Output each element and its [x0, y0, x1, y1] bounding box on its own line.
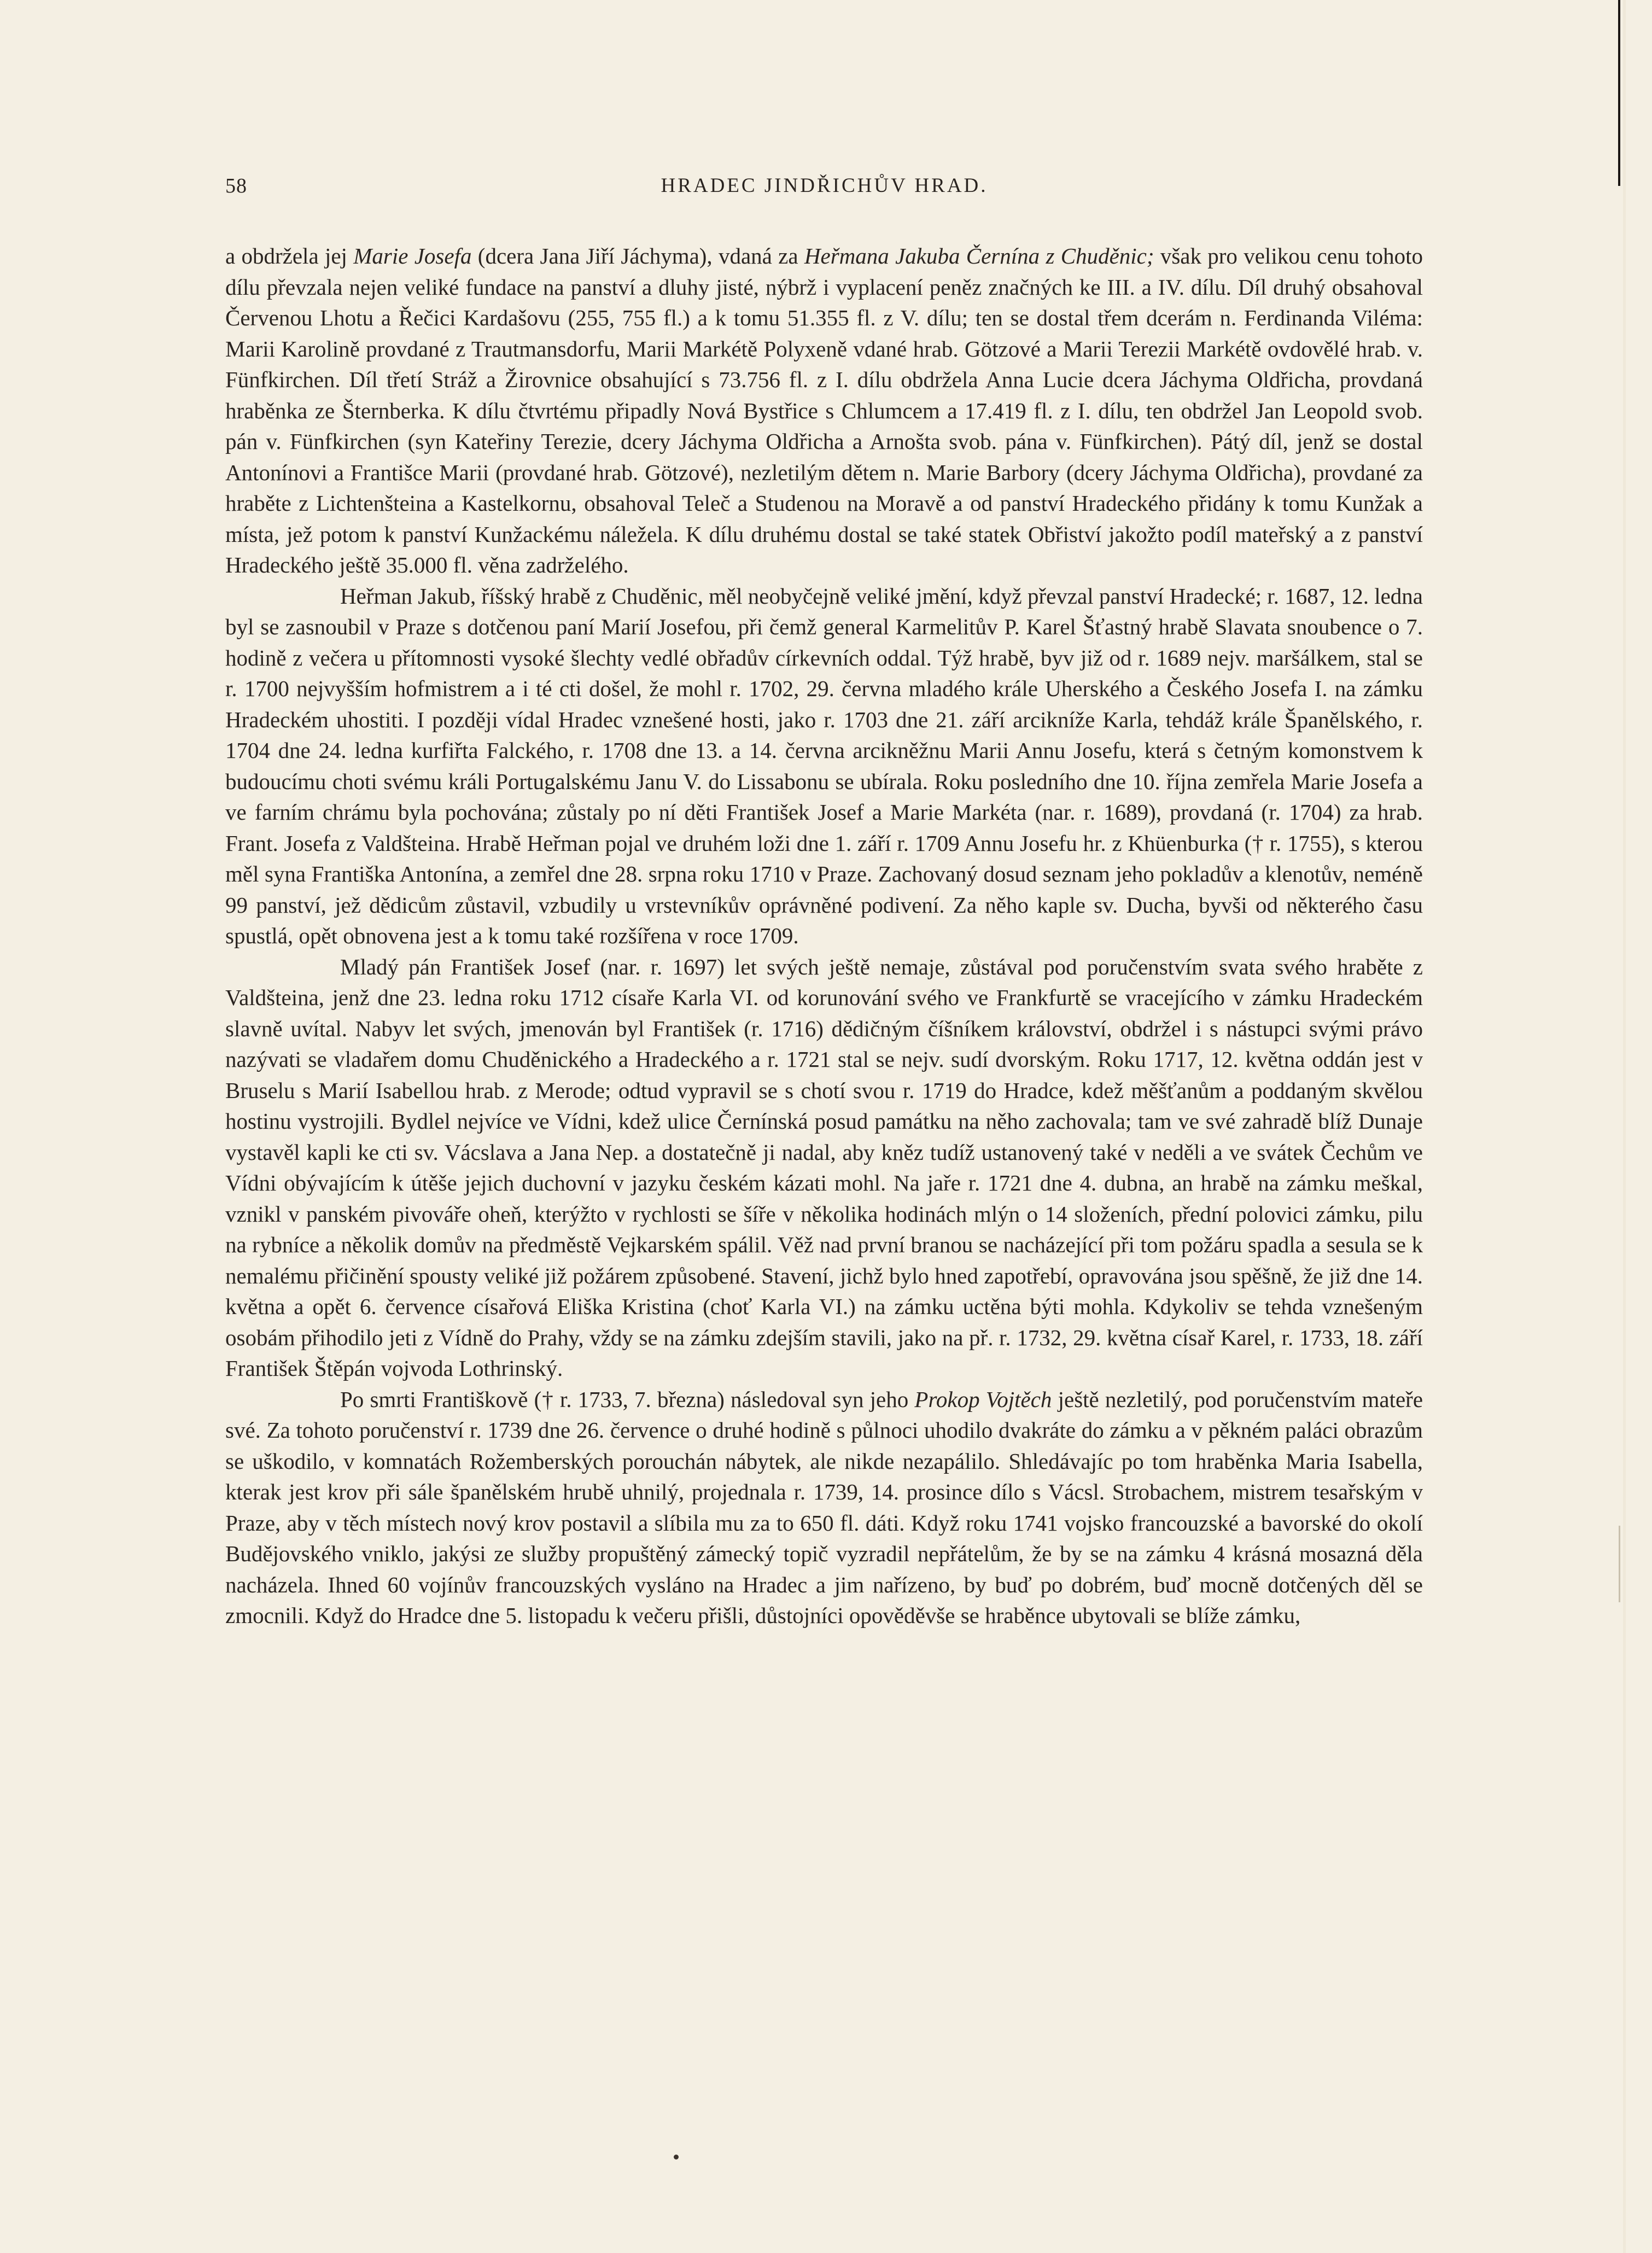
paragraph — [225, 581, 1423, 952]
text-run: Heřman Jakub, říšský hrabě z Chuděnic, měl neobyčejně veliké jmění, když převzal panství Hradecké; r. 1687, 12. ledna byl se zasnoubil v Praze s dotčenou paní Marií Josefou, při čemž general Karmelitův P. Karel Šťastný hrabě Slavata snoubence o 7. hodině z večera u přítomnosti vysoké šlechty vedlé obřadův církevních oddal. Týž hrabě, byv již od r. 1689 nejv. maršálkem, stal se r. 1700 nejvyšším hofmistrem a i té cti došel, že mohl r. 1702, 29. června mladého krále Uherského a Českého Josefa I. na zámku Hradeckém uhostiti. I později vídal Hradec vznešené hosti, jako r. 1703 dne 21. září arcikníže Karla, tehdáž krále Španělského, r. 1704 dne 24. ledna kurfiřta Falckého, r. 1708 dne 13. a 14. června arcikněžnu Marii Annu Josefu, která s četným komonstvem k budoucímu choti svému králi Portugalskému Janu V. do Lissabonu se ubírala. Roku posledního dne 10. října zemřela Marie Josefa a ve farním chrámu byla pochována; zůstaly po ní děti František Josef a Marie Markéta (nar. r. 1689), provdaná (r. 1704) za hrab. Frant. Josefa z Valdšteina. Hrabě Heřman pojal ve druhém loži dne 1. září r. 1709 Annu Josefu hr. z Khüenburka († r. 1755), s kterou měl syna Františka Antonína, a zemřel dne 28. srpna roku 1710 v Praze. Zachovaný dosud seznam jeho pokladův a klenotův, neméně 99 panství, jež dědicům zůstavil, vzbudily u vrstevníkův oprávněné podivení. Za něho kaple sv. Ducha, byvši od některého času spustlá, opět obnovena jest a k tomu také rozšířena v roce 1709. — [225, 583, 1423, 948]
text-run: však pro velikou cenu tohoto dílu převzala nejen veliké fundace na panství a dluhy jisté, nýbrž i vyplacení peněz značných ke III. a IV. dílu. Díl druhý obsahoval Červenou Lhotu a Řečici Kardašovu (255, 755 fl.) a k tomu 51.355 fl. z V. dílu; ten se dostal třem dcerám n. Ferdinanda Viléma: Marii Karolině provdané z Trautmansdorfu, Marii Markétě Polyxeně vdané hrab. Götzové a Marii Terezii Markétě ovdovělé hrab. v. Fünfkirchen. Díl třetí Stráž a Žirovnice obsahující s 73.756 fl. z I. dílu obdržela Anna Lucie dcera Jáchyma Oldřicha, provdaná hraběnka ze Šternberka. K dílu čtvrtému připadly Nová Bystřice s Chlumcem a 17.419 fl. z I. dílu, ten obdržel Jan Leopold svob. pán v. Fünfkirchen (syn Kateřiny Terezie, dcery Jáchyma Oldřicha a Arnošta svob. pána v. Fünfkirchen). Pátý díl, jenž se dostal Antonínovi a Františce Marii (provdané hrab. Götzové), nezletilým dětem n. Marie Barbory (dcery Jáchyma Oldřicha), provdané za hraběte z Lichtenšteina a Kastelkornu, obsahoval Teleč a Studenou na Moravě a od panství Hradeckého přidány k tomu Kunžak a místa, jež potom k panství Kunžackému náležela. K dílu druhému dostal se také statek Obřiství jakožto podíl mateřský a z panství Hradeckého ještě 35.000 fl. věna zadrželého. — [225, 243, 1423, 577]
text-run: (dcera Jana Jiří Jáchyma), vdaná za — [471, 243, 804, 269]
paragraph — [225, 1384, 1423, 1631]
binding-mark-lower — [1619, 1526, 1620, 1602]
ink-dot — [674, 2155, 679, 2159]
paragraph — [225, 241, 1423, 581]
page-header — [225, 174, 1423, 207]
page-edge — [1623, 0, 1626, 2253]
running-head: HRADEC JINDŘICHŮV HRAD. — [661, 174, 988, 197]
text-run: Po smrti Františkově († r. 1733, 7. března) následoval syn jeho — [340, 1386, 915, 1412]
text-run: ještě nezletilý, pod poručenstvím mateře své. Za tohoto poručenství r. 1739 dne 26. července o druhé hodině s půlnoci uhodilo dvakráte do zámku a v pěkném paláci obrazům se uškodilo, v komnatách Rožemberských porouchán nábytek, ale nikde nezapálilo. Shledávajíc po tom hraběnka Maria Isabella, kterak jest krov při sále španělském hrubě uhnilý, projednala r. 1739, 14. prosince dílo s Vácsl. Strobachem, mistrem tesařským v Praze, aby v těch místech nový krov postavil a slíbila mu za to 650 fl. dáti. Když roku 1741 vojsko francouzské a bavorské do okolí Budějovského vniklo, jakýsi ze služby propuštěný zámecký topič vyzradil nepřátelům, že by se na zámku 4 krásná mosazná děla nacházela. Ihned 60 vojínův francouzských vysláno na Hradec a jim nařízeno, by buď po dobrém, buď mocně dotčených děl se zmocnili. Když do Hradce dne 5. listopadu k večeru přišli, důstojníci opověděvše se hraběnce ubytovali se blíže zámku, — [225, 1386, 1423, 1628]
italic-name: Heřmana Jakuba Černína z Chuděnic; — [804, 243, 1154, 269]
body-text — [225, 241, 1423, 1631]
italic-name: Marie Josefa — [353, 243, 472, 269]
text-run: a obdržela jej — [225, 243, 354, 269]
paragraph — [225, 952, 1423, 1384]
italic-name: Prokop Vojtěch — [914, 1386, 1052, 1412]
page-number: 58 — [225, 174, 247, 197]
text-run: Mladý pán František Josef (nar. r. 1697) let svých ještě nemaje, zůstával pod poručenstvím svata svého hraběte z Valdšteina, jenž dne 23. ledna roku 1712 císaře Karla VI. od korunování svého ve Frankfurtě se vracejícího v zámku Hradeckém slavně uvítal. Nabyv let svých, jmenován byl František (r. 1716) dědičným číšníkem království, obdržel i s nástupci svými právo nazývati se vladařem domu Chuděnického a Hradeckého a r. 1721 stal se nejv. sudí dvorským. Roku 1717, 12. května oddán jest v Bruselu s Marií Isabellou hrab. z Merode; odtud vypravil se s chotí svou r. 1719 do Hradce, kdež měšťanům a poddaným skvělou hostinu vystrojili. Bydlel nejvíce ve Vídni, kdež ulice Černínská posud památku na něho zachovala; tam ve své zahradě blíž Dunaje vystavěl kapli ke cti sv. Vácslava a Jana Nep. a dostatečně ji nadal, aby kněz tudíž ustanovený také v neděli a ve svátek Čechům ve Vídni obývajícím k útěše jejich duchovní v jazyku českém kázati mohl. Na jaře r. 1721 dne 4. dubna, an hrabě na zámku meškal, vznikl v panském pivováře oheň, kterýžto v rychlosti se šíře v několika hodinách mlýn o 14 složeních, přední polovici zámku, pilu na rybníce a několik domův na předměstě Vejkarském spálil. Věž nad první branou se nacházející při tom požáru spadla a sesula se k nemalému přičinění spousty veliké již požárem způsobené. Stavení, jichž bylo hned zapotřebí, opravována jsou spěšně, že již dne 14. května a opět 6. července císařová Eliška Kristina (choť Karla VI.) na zámku uctěna býti mohla. Kdykoliv se tehda vznešeným osobám přihodilo jeti z Vídně do Prahy, vždy se na zámku zdejším stavili, jako na př. r. 1732, 29. května císař Karel, r. 1733, 18. září František Štěpán vojvoda Lothrinský. — [225, 954, 1423, 1381]
binding-mark — [1618, 0, 1620, 186]
